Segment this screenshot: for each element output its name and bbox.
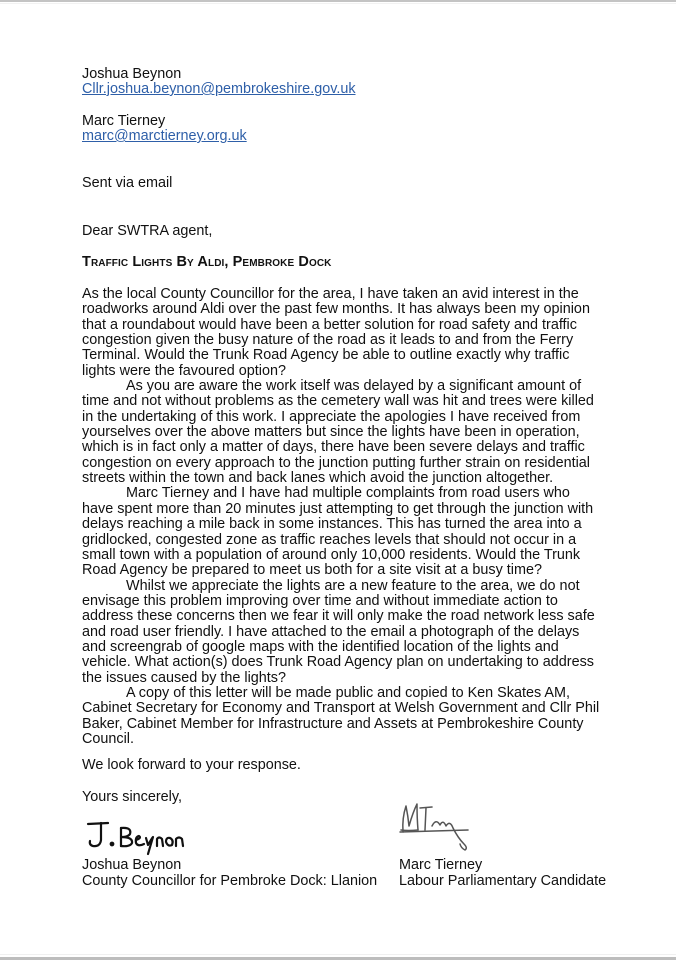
sender-name-2: Marc Tierney [82, 113, 166, 129]
valediction: Yours sincerely, [82, 789, 182, 805]
closing-line: We look forward to your response. [82, 757, 301, 773]
page-top-edge-shadow [0, 3, 676, 4]
signature-tierney-icon [398, 800, 474, 855]
signatory-title: County Councillor for Pembroke Dock: Llanion [82, 873, 378, 889]
signatory-tierney [399, 857, 606, 889]
signatory-name: Joshua Beynon [82, 857, 182, 873]
salutation: Dear SWTRA agent, [82, 223, 213, 239]
sender-email-link-1[interactable]: Cllr.joshua.beynon@pembrokeshire.gov.uk [82, 81, 356, 97]
page-bottom-edge-shadow [0, 954, 676, 955]
body-paragraph: As the local County Councillor for the area, I have taken an avid interest in the roadworks around Aldi over the past few months. It has always been my opinion that a roundabout would have been a better solution for road safety and traffic congestion given the busy nature of the road as it leads to and from the Ferry Terminal. Would the Trunk Road Agency be able to outline exactly why traffic lights were the favoured option? [82, 286, 590, 379]
signatory-title: Labour Parliamentary Candidate [399, 873, 607, 889]
body-paragraph: A copy of this letter will be made public and copied to Ken Skates AM, Cabinet Secretary for Economy and Transport at Welsh Government and Cllr Phil Baker, Cabinet Member for Infrastructure and Assets at Pembrokeshire County Council. [82, 684, 600, 747]
sender-name-1: Joshua Beynon [82, 66, 182, 82]
body-paragraph: Marc Tierney and I have had multiple complaints from road users who have spent more than 20 minutes just attempting to get through the junction with delays reaching a mile back in some instances. This has turned the area into a gridlocked, congested zone as traffic reaches levels that should not occur in a small town with a population of around only 10,000 residents. Would the Trunk Road Agency be prepared to meet us both for a site visit at a busy time? [82, 485, 594, 579]
signatory-beynon [82, 857, 377, 889]
delivery-note: Sent via email [82, 175, 173, 191]
signature-beynon-icon [86, 818, 190, 856]
letter-subject-heading: Traffic Lights By Aldi, Pembroke Dock [82, 254, 332, 270]
sender-email-link-2[interactable]: marc@marctierney.org.uk [82, 128, 247, 144]
letter-body [82, 287, 602, 747]
signatory-name: Marc Tierney [399, 857, 483, 873]
body-paragraph: As you are aware the work itself was delayed by a significant amount of time and not without problems as the cemetery wall was hit and trees were killed in the undertaking of this work. I appreciate the apologies I have received from yourselves over the above matters but since the lights have been in operation, which is in fact only a matter of days, there have been severe delays and traffic congestion on every approach to the junction putting further strain on residential streets within the town and back lanes which avoid the junction altogether. [82, 378, 594, 487]
page-top-edge [0, 0, 676, 2]
body-paragraph: Whilst we appreciate the lights are a new feature to the area, we do not envisage this problem improving over time and without immediate action to address these concerns then we fear it will only make the road network less safe and road user friendly. I have attached to the email a photograph of the delays and screengrab of google maps with the identified location of the lights and vehicle. What action(s) does Trunk Road Agency plan on undertaking to address the issues caused by the lights? [82, 577, 595, 686]
